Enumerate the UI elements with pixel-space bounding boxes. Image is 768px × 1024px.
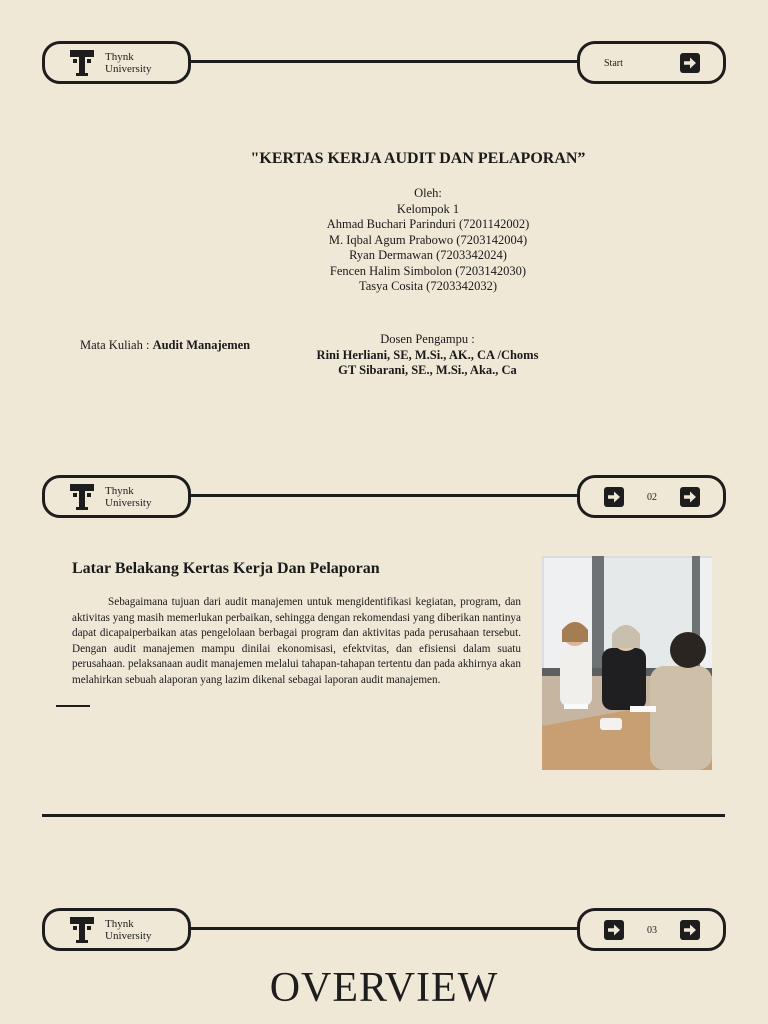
overview-heading: OVERVIEW [269,965,499,1011]
page-number: 03 [647,925,657,936]
page-number: 02 [647,492,657,503]
arrow-right-icon[interactable] [680,53,700,73]
meeting-photo [542,556,712,770]
brand-line-1: Thynk [105,485,134,497]
member-item: Ahmad Buchari Parinduri (7201142002) [326,217,530,231]
header-rule [188,927,580,930]
group-name: Kelompok 1 [396,201,460,216]
section-paragraph: Sebagaimana tujuan dari audit manajemen untuk mengidentifikasi kegiatan, program, dan aktivitas yang masih memerlukan perbaikan, sehingga dengan rekomendasi yang diberikan nantinya dapat dicapaiperbaikan atas pengelolaan berbagai program dan aktivitas pada perusahaan tersebut. Dengan audit manajemen mampu dinilai ekonomisasi, efektvitas, dan efisiensi dalam suatu perusahaan. pelaksanaan audit manajemen melalui tahapan-tahapan tertentu dan pada akhirnya akan melahirkan sebuah alaporan yang lazim dikenal sebagai laporan audit manajemen. [72,596,521,686]
by-label: Oleh: [414,186,442,200]
decorative-dash [56,705,90,707]
brand-pill [42,908,191,951]
document-title: "KERTAS KERJA AUDIT DAN PELAPORAN” [250,150,586,167]
brand-pill [42,41,191,84]
arrow-right-icon[interactable] [680,487,700,507]
member-item: M. Iqbal Agum Prabowo (7203142004) [328,232,528,247]
brand-line-1: Thynk [105,918,134,930]
section-heading: Latar Belakang Kertas Kerja Dan Pelaporan [72,560,380,577]
start-nav-pill[interactable] [577,41,726,84]
course-name: Audit Manajemen [152,338,251,352]
start-label: Start [604,58,623,69]
page-nav-pill [577,475,726,518]
thynk-logo-icon [69,48,95,78]
page-nav-pill [577,908,726,951]
thynk-logo-icon [69,915,95,945]
header-rule [188,60,580,63]
arrow-right-icon[interactable] [604,487,624,507]
member-item: Fencen Halim Simbolon (7203142030) [329,263,527,278]
lecturer-block [300,332,555,379]
lecturer-item: GT Sibarani, SE., M.Si., Aka., Ca [338,363,517,377]
lecturer-item: Rini Herliani, SE, M.Si., AK., CA /Choms [316,347,539,362]
course-info [80,338,250,353]
member-item: Ryan Dermawan (7203342024) [349,248,507,262]
brand-name [105,485,151,509]
authors-block [0,186,768,295]
brand-name [105,918,151,942]
arrow-right-icon[interactable] [680,920,700,940]
brand-pill [42,475,191,518]
lecturer-label: Dosen Pengampu : [380,332,475,346]
member-item: Tasya Cosita (7203342032) [359,279,497,293]
brand-name [105,51,151,75]
brand-line-2: University [105,930,152,942]
brand-line-1: Thynk [105,51,134,63]
section-divider [42,814,725,817]
brand-line-2: University [105,497,152,509]
arrow-right-icon[interactable] [604,920,624,940]
header-rule [188,494,580,497]
course-label: Mata Kuliah : [80,338,153,352]
brand-line-2: University [105,63,152,75]
thynk-logo-icon [69,482,95,512]
